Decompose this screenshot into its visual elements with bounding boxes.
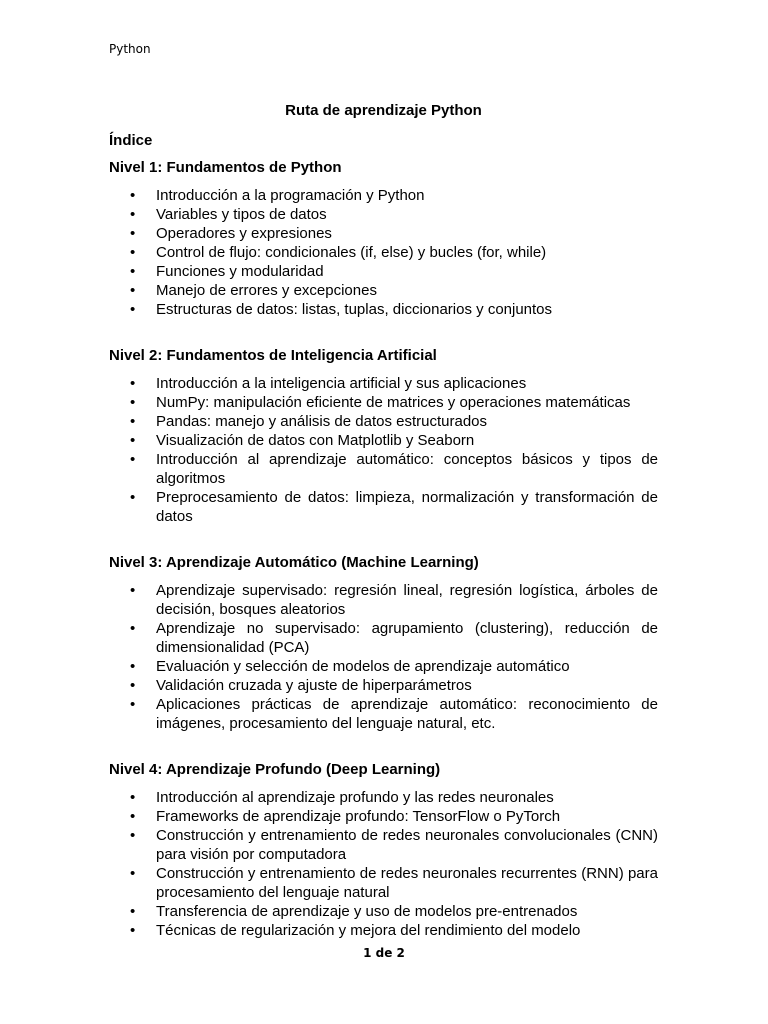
bullet-icon: • bbox=[130, 413, 136, 430]
bullet-icon: • bbox=[130, 225, 136, 242]
list-item-text: Construcción y entrenamiento de redes neuronales recurrentes (RNN) para procesamiento del lenguaje natural bbox=[156, 865, 658, 901]
list-item bbox=[109, 450, 658, 488]
list-item-text: Preprocesamiento de datos: limpieza, normalización y transformación de datos bbox=[156, 489, 658, 525]
level-2-list bbox=[109, 374, 658, 526]
list-item-text: Estructuras de datos: listas, tuplas, diccionarios y conjuntos bbox=[156, 301, 553, 318]
list-item-text: Evaluación y selección de modelos de aprendizaje automático bbox=[156, 658, 570, 675]
list-item bbox=[109, 281, 658, 300]
level-1-list bbox=[109, 186, 658, 319]
level-heading: Nivel 2: Fundamentos de Inteligencia Artificial bbox=[109, 347, 437, 364]
level-heading: Nivel 1: Fundamentos de Python bbox=[109, 159, 342, 176]
list-item-text: Transferencia de aprendizaje y uso de modelos pre-entrenados bbox=[156, 903, 578, 920]
list-item-text: Validación cruzada y ajuste de hiperparámetros bbox=[156, 677, 472, 694]
bullet-icon: • bbox=[130, 187, 136, 204]
list-item-text: Construcción y entrenamiento de redes neuronales convolucionales (CNN) para visión por computadora bbox=[156, 827, 658, 863]
list-item bbox=[109, 676, 658, 695]
list-item-text: Aprendizaje supervisado: regresión lineal, regresión logística, árboles de decisión, bosques aleatorios bbox=[156, 582, 658, 618]
list-item bbox=[109, 619, 658, 657]
level-4-section bbox=[109, 760, 658, 940]
list-item bbox=[109, 393, 658, 412]
list-item-text: Introducción al aprendizaje profundo y las redes neuronales bbox=[156, 789, 554, 806]
page-number: 1 de 2 bbox=[363, 946, 405, 960]
bullet-icon: • bbox=[130, 432, 136, 449]
index-title: Índice bbox=[109, 132, 153, 149]
list-item bbox=[109, 300, 658, 319]
list-item bbox=[109, 488, 658, 526]
bullet-icon: • bbox=[130, 865, 136, 882]
list-item bbox=[109, 205, 658, 224]
list-item-text: Introducción a la programación y Python bbox=[156, 187, 425, 204]
list-item-text: Operadores y expresiones bbox=[156, 225, 332, 242]
list-item bbox=[109, 807, 658, 826]
list-item bbox=[109, 262, 658, 281]
list-item-text: Frameworks de aprendizaje profundo: TensorFlow o PyTorch bbox=[156, 808, 561, 825]
list-item-text: Técnicas de regularización y mejora del rendimiento del modelo bbox=[156, 922, 581, 939]
list-item bbox=[109, 657, 658, 676]
list-item-text: Introducción al aprendizaje automático: conceptos básicos y tipos de algoritmos bbox=[156, 451, 658, 487]
bullet-icon: • bbox=[130, 658, 136, 675]
list-item bbox=[109, 695, 658, 733]
list-item bbox=[109, 921, 658, 940]
level-2-section bbox=[109, 346, 658, 526]
document-title: Ruta de aprendizaje Python bbox=[285, 102, 482, 119]
bullet-icon: • bbox=[130, 263, 136, 280]
list-item-text: Variables y tipos de datos bbox=[156, 206, 327, 223]
bullet-icon: • bbox=[130, 206, 136, 223]
level-3-section bbox=[109, 553, 658, 733]
bullet-icon: • bbox=[130, 375, 136, 392]
page-header: Python bbox=[109, 42, 151, 56]
list-item-text: Manejo de errores y excepciones bbox=[156, 282, 377, 299]
bullet-icon: • bbox=[130, 789, 136, 806]
bullet-icon: • bbox=[130, 903, 136, 920]
list-item-text: Aprendizaje no supervisado: agrupamiento (clustering), reducción de dimensionalidad (PCA) bbox=[156, 620, 658, 656]
list-item-text: Introducción a la inteligencia artificial y sus aplicaciones bbox=[156, 375, 527, 392]
bullet-icon: • bbox=[130, 489, 136, 506]
bullet-icon: • bbox=[130, 922, 136, 939]
list-item-text: Funciones y modularidad bbox=[156, 263, 324, 280]
level-4-list bbox=[109, 788, 658, 940]
document-body bbox=[109, 101, 658, 967]
list-item bbox=[109, 902, 658, 921]
level-heading: Nivel 4: Aprendizaje Profundo (Deep Learning) bbox=[109, 761, 441, 778]
list-item bbox=[109, 374, 658, 393]
bullet-icon: • bbox=[130, 677, 136, 694]
bullet-icon: • bbox=[130, 301, 136, 318]
bullet-icon: • bbox=[130, 244, 136, 261]
list-item bbox=[109, 581, 658, 619]
level-heading: Nivel 3: Aprendizaje Automático (Machine Learning) bbox=[109, 554, 479, 571]
bullet-icon: • bbox=[130, 696, 136, 713]
list-item bbox=[109, 243, 658, 262]
list-item-text: Visualización de datos con Matplotlib y Seaborn bbox=[156, 432, 475, 449]
list-item bbox=[109, 788, 658, 807]
list-item-text: Pandas: manejo y análisis de datos estructurados bbox=[156, 413, 488, 430]
list-item bbox=[109, 412, 658, 431]
list-item-text: Aplicaciones prácticas de aprendizaje automático: reconocimiento de imágenes, procesamiento del lenguaje natural, etc. bbox=[156, 696, 658, 732]
list-item bbox=[109, 864, 658, 902]
list-item-text: NumPy: manipulación eficiente de matrices y operaciones matemáticas bbox=[156, 394, 631, 411]
bullet-icon: • bbox=[130, 451, 136, 468]
list-item bbox=[109, 431, 658, 450]
list-item bbox=[109, 186, 658, 205]
level-3-list bbox=[109, 581, 658, 733]
bullet-icon: • bbox=[130, 808, 136, 825]
level-1-section bbox=[109, 158, 658, 319]
list-item-text: Control de flujo: condicionales (if, else) y bucles (for, while) bbox=[156, 244, 547, 261]
bullet-icon: • bbox=[130, 282, 136, 299]
list-item bbox=[109, 224, 658, 243]
bullet-icon: • bbox=[130, 394, 136, 411]
bullet-icon: • bbox=[130, 582, 136, 599]
bullet-icon: • bbox=[130, 620, 136, 637]
list-item bbox=[109, 826, 658, 864]
bullet-icon: • bbox=[130, 827, 136, 844]
